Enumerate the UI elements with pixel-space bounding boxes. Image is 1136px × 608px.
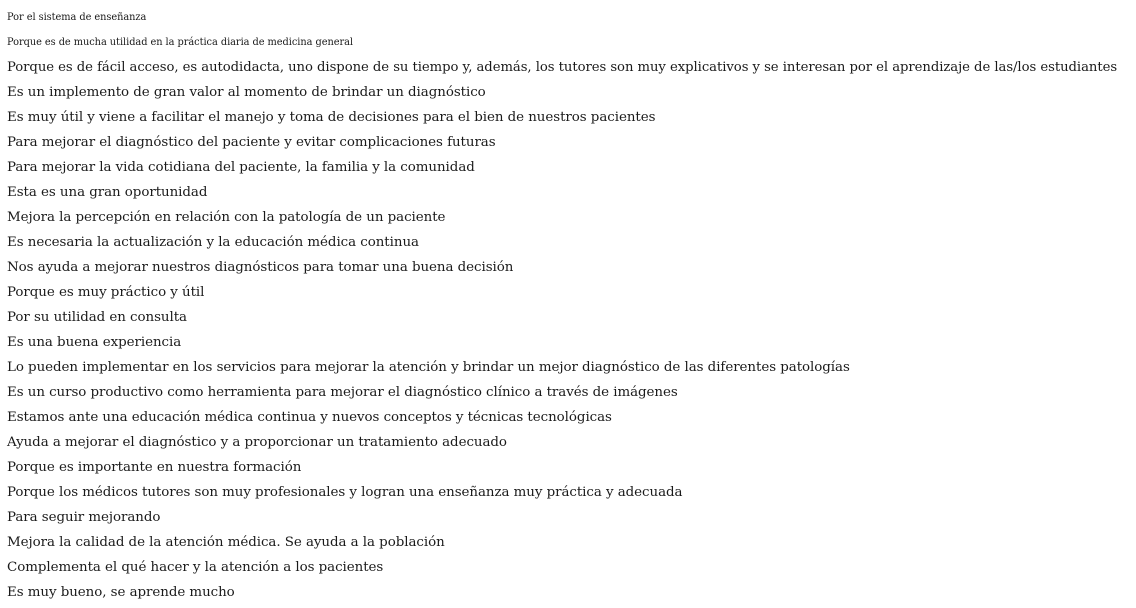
response-item: Por el sistema de enseñanza	[7, 12, 147, 23]
response-item: Por su utilidad en consulta	[7, 310, 187, 325]
response-item: Es necesaria la actualización y la educación médica continua	[7, 235, 419, 250]
response-item: Para mejorar el diagnóstico del paciente y evitar complicaciones futuras	[7, 135, 496, 150]
response-item: Estamos ante una educación médica continua y nuevos conceptos y técnicas tecnológicas	[7, 410, 612, 425]
response-item: Para mejorar la vida cotidiana del paciente, la familia y la comunidad	[7, 160, 475, 175]
response-item: Es un implemento de gran valor al momento de brindar un diagnóstico	[7, 85, 486, 100]
response-item: Es muy útil y viene a facilitar el manejo y toma de decisiones para el bien de nuestros pacientes	[7, 110, 656, 125]
response-item: Porque es de fácil acceso, es autodidacta, uno dispone de su tiempo y, además, los tutores son muy explicativos y se interesan por el aprendizaje de las/los estudiantes	[7, 60, 1118, 75]
response-item: Esta es una gran oportunidad	[7, 185, 208, 200]
response-item: Ayuda a mejorar el diagnóstico y a proporcionar un tratamiento adecuado	[7, 435, 507, 450]
response-item: Mejora la calidad de la atención médica. Se ayuda a la población	[7, 535, 445, 550]
response-item: Porque es importante en nuestra formación	[7, 460, 302, 475]
response-item: Mejora la percepción en relación con la patología de un paciente	[7, 210, 446, 225]
response-item: Porque es muy práctico y útil	[7, 285, 205, 300]
response-item: Para seguir mejorando	[7, 510, 161, 525]
responses-list	[7, 5, 1117, 605]
response-item: Es muy bueno, se aprende mucho	[7, 585, 235, 600]
response-item: Es un curso productivo como herramienta para mejorar el diagnóstico clínico a través de imágenes	[7, 385, 678, 400]
response-item: Es una buena experiencia	[7, 335, 182, 350]
response-item: Porque es de mucha utilidad en la práctica diaria de medicina general	[7, 37, 353, 48]
response-item: Nos ayuda a mejorar nuestros diagnósticos para tomar una buena decisión	[7, 260, 514, 275]
response-item: Complementa el qué hacer y la atención a los pacientes	[7, 560, 384, 575]
response-item: Porque los médicos tutores son muy profesionales y logran una enseñanza muy práctica y adecuada	[7, 485, 683, 500]
response-item: Lo pueden implementar en los servicios para mejorar la atención y brindar un mejor diagnóstico de las diferentes patologías	[7, 360, 850, 375]
